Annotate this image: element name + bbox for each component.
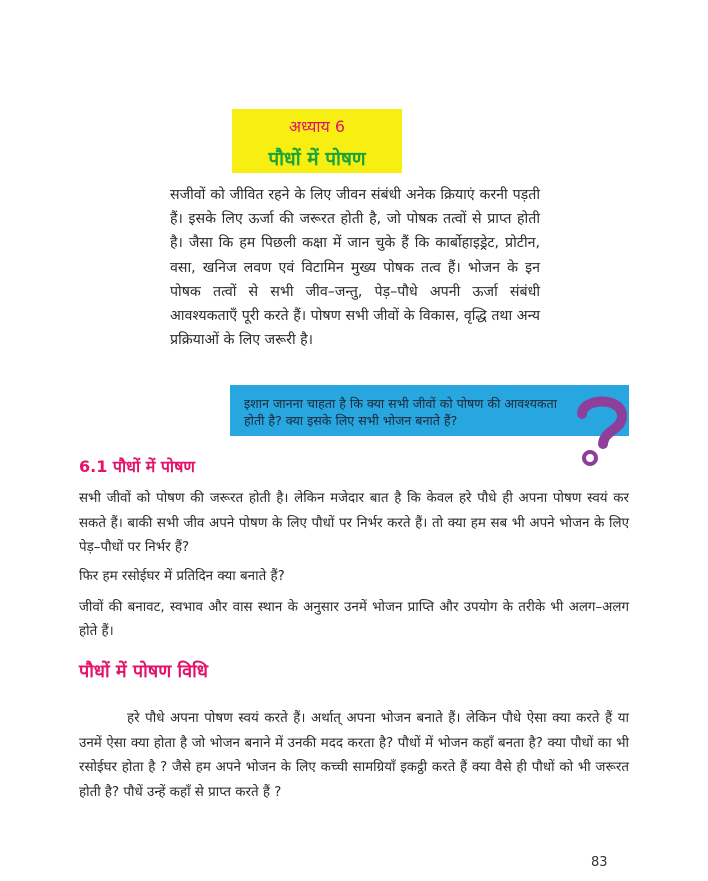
chapter-number: अध्याय 6 [288,117,346,136]
intro-paragraph: सजीवों को जीवित रहने के लिए जीवन संबंधी अनेक क्रियाएं करनी पड़ती हैं। इसके लिए ऊर्जा की जरूरत होती है, जो पोषक तत्वों से प्राप्त होती है। जैसा कि हम पिछली कक्षा में जान चुके हैं कि कार्बोहाइड्रेट, प्रोटीन, वसा, खनिज लवण एवं विटामिन मुख्य पोषक तत्व हैं। भोजन के इन पोषक तत्वों से सभी जीव–जन्तु, पेड़–पौधे अपनी ऊर्जा संबंधी आवश्यकताएँ पूरी करते हैं। पोषण सभी जीवों के विकास, वृद्धि तथा अन्य प्रक्रियाओं के लिए जरूरी है। [170,187,540,349]
chapter-title: पौधों में पोषण [268,148,366,170]
section-paragraph-3: जीवों की बनावट, स्वभाव और वास स्थान के अनुसार उनमें भोजन प्राप्ति और उपयोग के तरीके भी अलग–अलग होते हैं। [79,600,629,639]
question-callout [230,385,629,436]
page-number: 83 [591,855,608,870]
section-heading: 6.1 पौधों में पोषण [79,457,195,476]
question-text: इशान जानना चाहता है कि क्या सभी जीवों को पोषण की आवश्यकता होती है? क्या इसके लिए सभी भोजन बनाते हैं? [244,396,557,428]
question-mark-icon [572,392,632,470]
chapter-title-box [232,109,402,173]
subsection-heading: पौधों में पोषण विधि [79,661,208,682]
section-paragraph-2: फिर हम रसोईघर में प्रतिदिन क्या बनाते हैं? [79,569,285,584]
section-paragraph-1: सभी जीवों को पोषण की जरूरत होती है। लेकिन मजेदार बात है कि केवल हरे पौधे ही अपना पोषण स्वयं कर सकते हैं। बाकी सभी जीव अपने पोषण के लिए पौधों पर निर्भर करते हैं। तो क्या हम सब भी अपने भोजन के लिए पेड़–पौधों पर निर्भर हैं? [79,491,629,555]
subsection-paragraph: हरे पौधे अपना पोषण स्वयं करते हैं। अर्थात् अपना भोजन बनाते हैं। लेकिन पौधे ऐसा क्या करते हैं या उनमें ऐसा क्या होता है जो भोजन बनाने में उनकी मदद करता है? पौधों में भोजन कहाँ बनता है? क्या पौधों का भी रसोईघर होता है ? जैसे हम अपने भोजन के लिए कच्ची सामग्रियाँ इकट्ठी करते हैं क्या वैसे ही पौधों को भी जरूरत होती है? पौधें उन्हें कहाँ से प्राप्त करते हैं ? [79,711,629,800]
